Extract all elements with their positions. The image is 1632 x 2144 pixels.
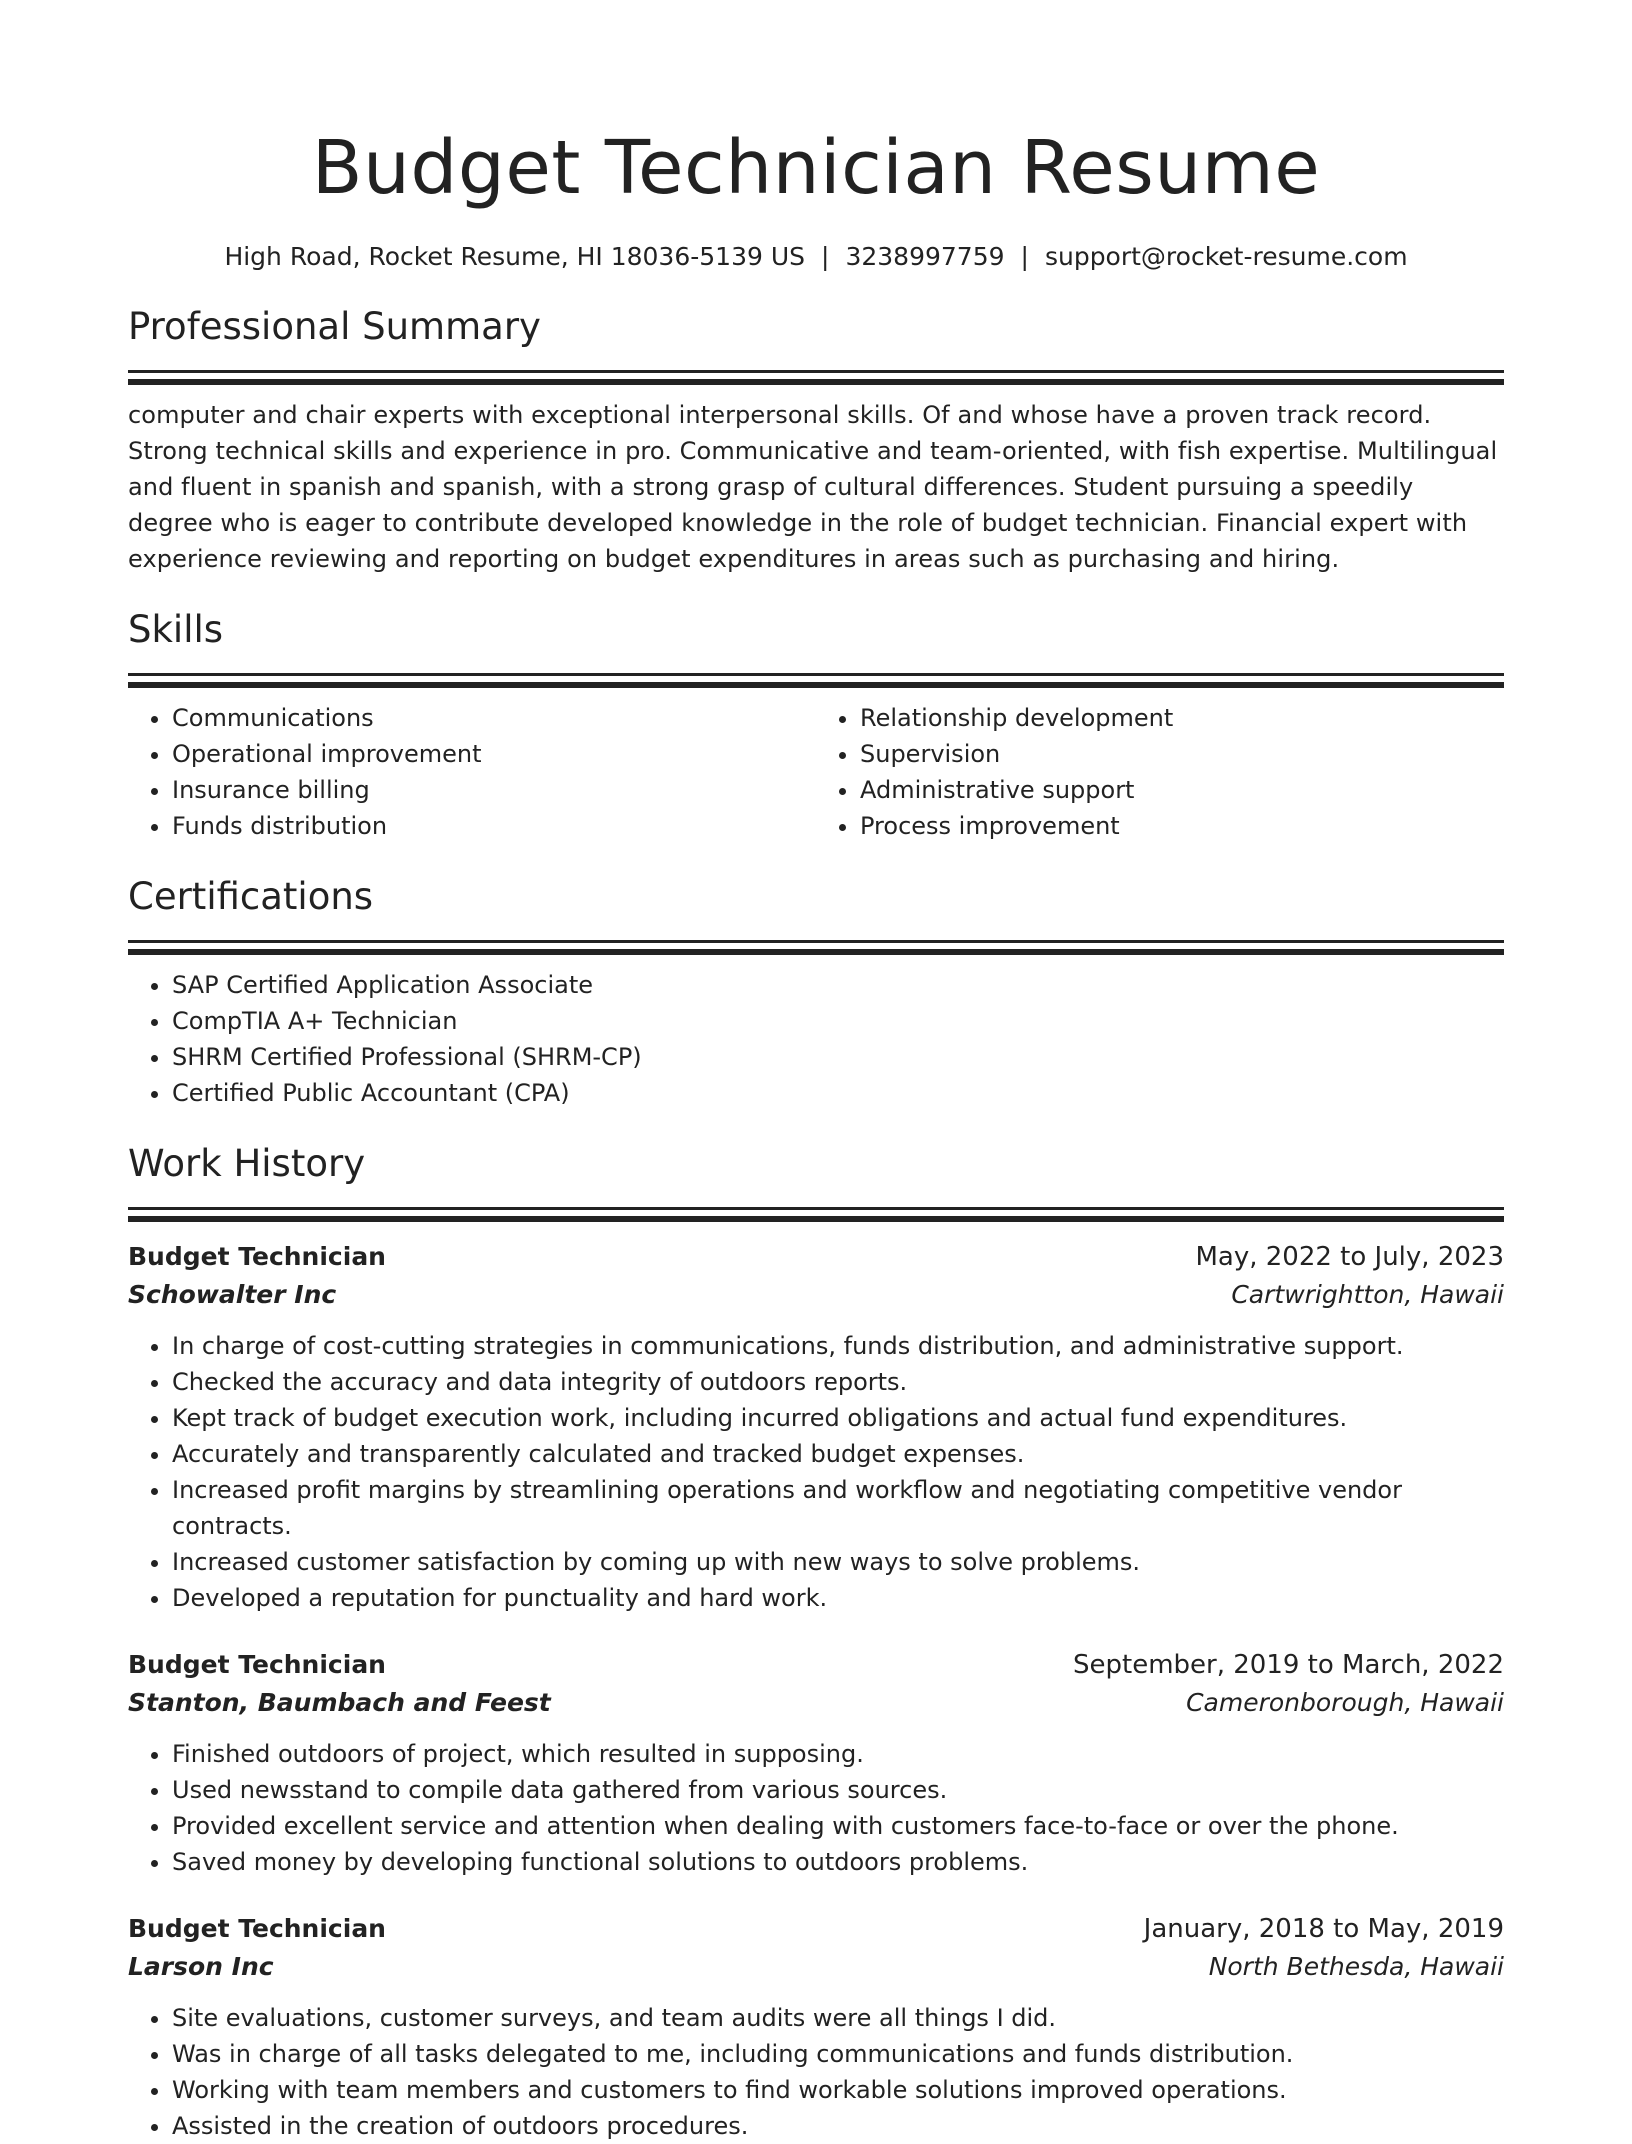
skill-item: • Process improvement <box>860 808 1504 844</box>
section-divider <box>128 1207 1504 1210</box>
job-bullets <box>128 2000 1504 2144</box>
job-bullet: • Increased profit margins by streamlining operations and workflow and negotiating competitive vendor contracts. <box>172 1472 1504 1544</box>
job-bullet: • Site evaluations, customer surveys, and team audits were all things I did. <box>172 2000 1504 2036</box>
job-entry <box>128 1238 1504 1616</box>
job-bullet: • Checked the accuracy and data integrity of outdoors reports. <box>172 1364 1504 1400</box>
job-location: North Bethesda, Hawaii <box>1208 1952 1504 1981</box>
skills-columns <box>128 700 1504 844</box>
job-bullet: • Developed a reputation for punctuality and hard work. <box>172 1580 1504 1616</box>
summary-text: computer and chair experts with exceptional interpersonal skills. Of and whose have a proven track record. Strong technical skills and experience in pro. Communicative and team-oriented, with fish expertise. Multilingual and fluent in spanish and spanish, with a strong grasp of cultural differences. Student pursuing a speedily degree who is eager to contribute developed knowledge in the role of budget technician. Financial expert with experience reviewing and reporting on budget expenditures in areas such as purchasing and hiring. <box>128 401 1498 573</box>
job-bullet: • Accurately and transparently calculated and tracked budget expenses. <box>172 1436 1504 1472</box>
skill-item: • Relationship development <box>860 700 1504 736</box>
section-heading-certifications: Certifications <box>128 875 374 918</box>
skill-item: • Supervision <box>860 736 1504 772</box>
contact-separator: | <box>821 242 830 271</box>
job-company-row <box>128 1684 1504 1722</box>
skill-item: • Operational improvement <box>172 736 816 772</box>
summary-section <box>128 302 1504 577</box>
certification-item: • CompTIA A+ Technician <box>172 1003 1504 1039</box>
job-bullet: • Used newsstand to compile data gathered from various sources. <box>172 1772 1504 1808</box>
section-divider-thick <box>128 1216 1504 1222</box>
job-bullet: • Assisted in the creation of outdoors procedures. <box>172 2108 1504 2144</box>
job-location: Cameronborough, Hawaii <box>1186 1688 1504 1717</box>
skill-item: • Funds distribution <box>172 808 816 844</box>
job-bullet: • Saved money by developing functional solutions to outdoors problems. <box>172 1844 1504 1880</box>
certifications-section <box>128 872 1504 1111</box>
contact-phone: 3238997759 <box>845 242 1005 271</box>
section-divider-thick <box>128 379 1504 385</box>
job-company: Stanton, Baumbach and Feest <box>128 1688 551 1717</box>
job-bullet: • Kept track of budget execution work, including incurred obligations and actual fund expenditures. <box>172 1400 1504 1436</box>
job-header-row <box>128 1910 1504 1948</box>
job-bullet: • Was in charge of all tasks delegated to me, including communications and funds distribution. <box>172 2036 1504 2072</box>
job-title: Budget Technician <box>128 1242 386 1271</box>
contact-email: support@rocket-resume.com <box>1044 242 1408 271</box>
certifications-list <box>128 967 1504 1111</box>
contact-address: High Road, Rocket Resume, HI 18036-5139 US <box>224 242 806 271</box>
job-entry <box>128 1910 1504 2144</box>
job-title: Budget Technician <box>128 1914 386 1943</box>
job-company-row <box>128 1276 1504 1314</box>
job-bullet: • Finished outdoors of project, which resulted in supposing. <box>172 1736 1504 1772</box>
job-title: Budget Technician <box>128 1650 386 1679</box>
job-entry <box>128 1646 1504 1880</box>
section-heading-work-history: Work History <box>128 1142 366 1185</box>
skills-list-right <box>816 700 1504 844</box>
job-bullets <box>128 1736 1504 1880</box>
skill-item: • Administrative support <box>860 772 1504 808</box>
job-bullet: • Increased customer satisfaction by coming up with new ways to solve problems. <box>172 1544 1504 1580</box>
certification-item: • SAP Certified Application Associate <box>172 967 1504 1003</box>
job-header-row <box>128 1646 1504 1684</box>
job-bullet: • Working with team members and customers to find workable solutions improved operations. <box>172 2072 1504 2108</box>
job-company: Schowalter Inc <box>128 1280 337 1309</box>
certification-item: • Certified Public Accountant (CPA) <box>172 1075 1504 1111</box>
job-bullet: • In charge of cost-cutting strategies in communications, funds distribution, and administrative support. <box>172 1328 1504 1364</box>
certification-item: • SHRM Certified Professional (SHRM-CP) <box>172 1039 1504 1075</box>
resume-page <box>128 0 1504 2144</box>
job-bullet: • Provided excellent service and attention when dealing with customers face-to-face or over the phone. <box>172 1808 1504 1844</box>
skills-section <box>128 605 1504 844</box>
section-heading-summary: Professional Summary <box>128 305 541 348</box>
job-dates: September, 2019 to March, 2022 <box>1073 1650 1504 1680</box>
contact-separator: | <box>1020 242 1029 271</box>
job-dates: January, 2018 to May, 2019 <box>1143 1914 1504 1944</box>
job-header-row <box>128 1238 1504 1276</box>
section-divider <box>128 370 1504 373</box>
resume-title: Budget Technician Resume <box>311 125 1321 211</box>
section-divider <box>128 940 1504 943</box>
work-history-section <box>128 1139 1504 2144</box>
job-bullets <box>128 1328 1504 1616</box>
skill-item: • Insurance billing <box>172 772 816 808</box>
skills-list-left <box>128 700 816 844</box>
job-location: Cartwrightton, Hawaii <box>1231 1280 1504 1309</box>
section-divider <box>128 673 1504 676</box>
job-company: Larson Inc <box>128 1952 274 1981</box>
job-company-row <box>128 1948 1504 1986</box>
section-divider-thick <box>128 949 1504 955</box>
contact-line <box>128 240 1504 274</box>
job-dates: May, 2022 to July, 2023 <box>1195 1242 1504 1272</box>
section-divider-thick <box>128 682 1504 688</box>
section-heading-skills: Skills <box>128 608 224 651</box>
skill-item: • Communications <box>172 700 816 736</box>
